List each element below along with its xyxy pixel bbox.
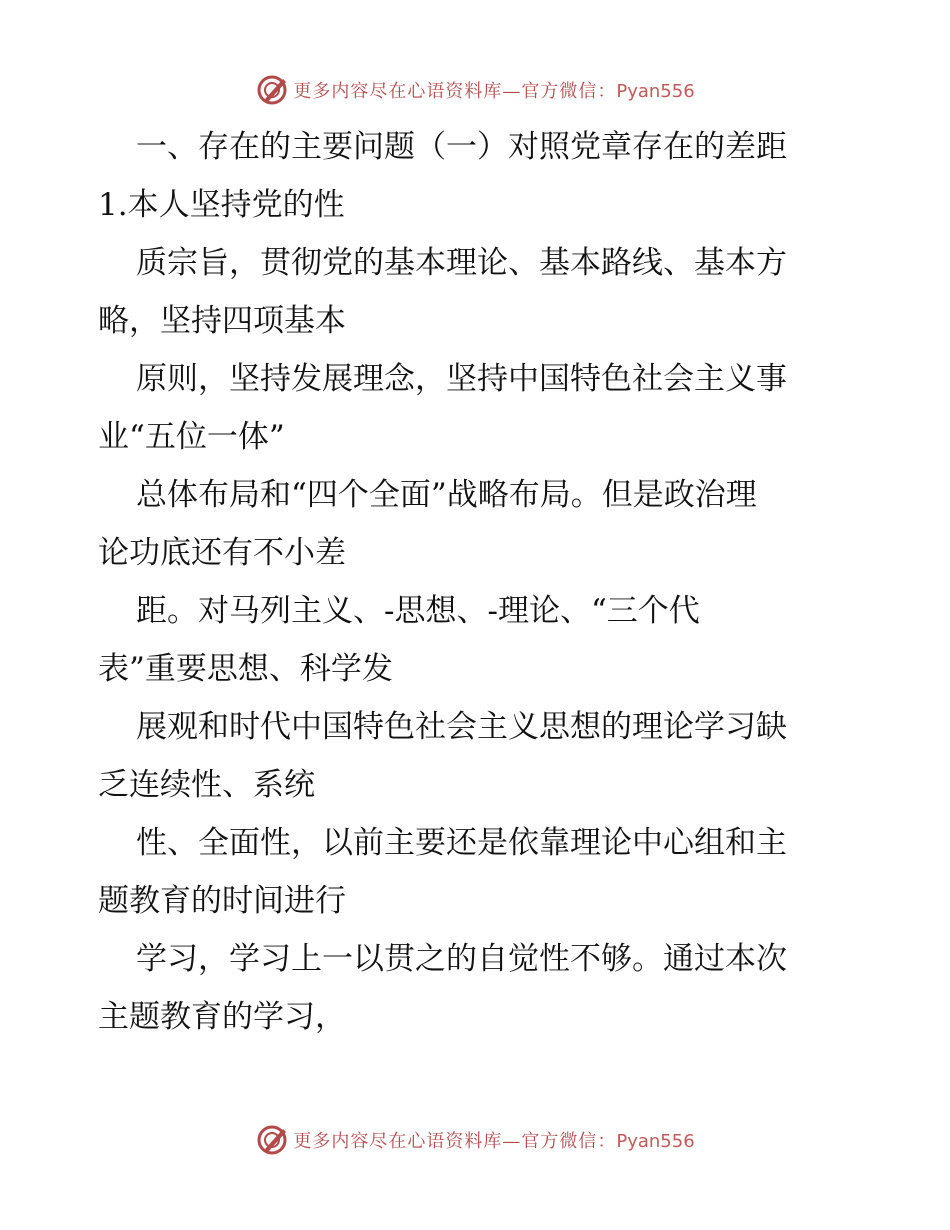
text-line: 距。对马列主义、-思想、-理论、“三个代 <box>136 593 700 629</box>
text-line: 论功底还有不小差 <box>98 535 346 571</box>
text-line: 学习，学习上一以贯之的自觉性不够。通过本次 <box>136 941 787 977</box>
text-line: 业“五位一体” <box>98 419 285 455</box>
pen-logo-icon <box>255 73 289 107</box>
text-line: 性、全面性，以前主要还是依靠理论中心组和主 <box>136 825 787 861</box>
text-line: 总体布局和“四个全面”战略布局。但是政治理 <box>136 477 757 513</box>
footer-watermark-banner <box>0 1120 950 1160</box>
banner-text: 更多内容尽在心语资料库—官方微信：Pyan556 <box>293 1131 695 1152</box>
text-line: 原则，坚持发展理念，坚持中国特色社会主义事 <box>136 361 787 397</box>
body-text <box>98 118 858 1046</box>
text-line: 略，坚持四项基本 <box>98 303 346 339</box>
header-watermark-banner <box>0 70 950 110</box>
text-line: 1.本人坚持党的性 <box>98 187 345 223</box>
banner-text: 更多内容尽在心语资料库—官方微信：Pyan556 <box>293 81 695 102</box>
pen-logo-icon <box>255 1123 289 1157</box>
banner-wechat-id: Pyan556 <box>616 1131 695 1152</box>
text-line: 展观和时代中国特色社会主义思想的理论学习缺 <box>136 709 787 745</box>
text-line: 题教育的时间进行 <box>98 883 346 919</box>
text-line: 质宗旨，贯彻党的基本理论、基本路线、基本方 <box>136 245 787 281</box>
text-line: 主题教育的学习， <box>98 999 346 1035</box>
text-line: 乏连续性、系统 <box>98 767 315 803</box>
text-line: 表”重要思想、科学发 <box>98 651 393 687</box>
text-line: 一、存在的主要问题（一）对照党章存在的差距 <box>136 129 787 165</box>
banner-wechat-id: Pyan556 <box>616 81 695 102</box>
